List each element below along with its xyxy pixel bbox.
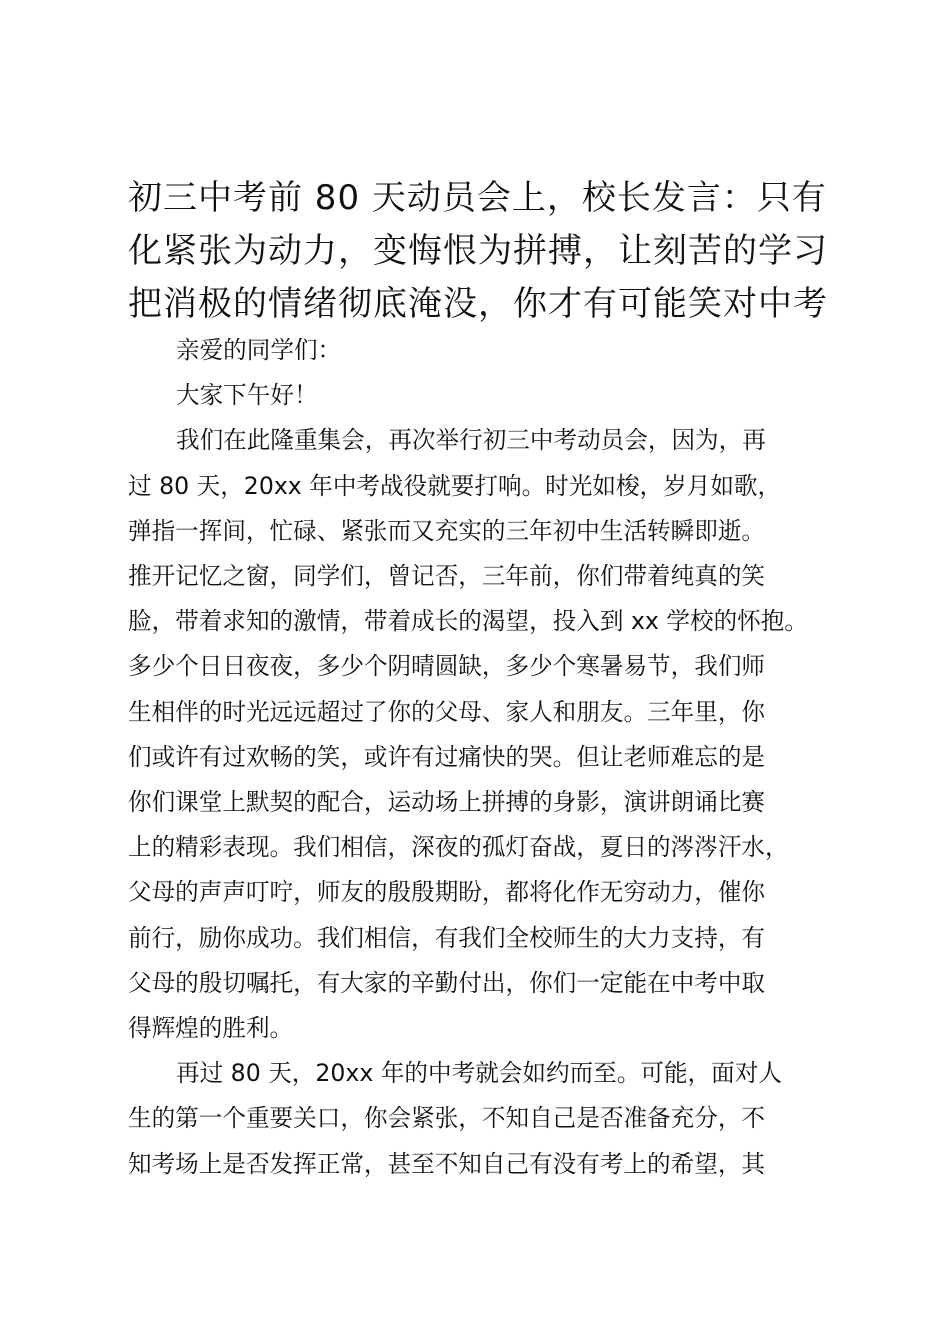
paragraph-1 (128, 418, 833, 1051)
text-line: 上的精彩表现。我们相信，深夜的孤灯奋战，夏日的涔涔汗水， (128, 833, 789, 862)
paragraph-2 (128, 1051, 833, 1187)
text-line: 生相伴的时光远远超过了你的父母、家人和朋友。三年里，你 (128, 697, 766, 726)
text-line: 父母的声声叮咛，师友的殷殷期盼，都将化作无穷动力，催你 (128, 878, 766, 907)
salutation-paragraph (128, 373, 833, 418)
text-line: 生的第一个重要关口，你会紧张，不知自己是否准备充分，不 (128, 1104, 766, 1133)
document-body (128, 328, 833, 1187)
text-line: 多少个日日夜夜，多少个阴晴圆缺，多少个寒暑易节，我们师 (128, 652, 766, 681)
document-title (128, 172, 833, 331)
text-line: 过 80 天，20xx 年中考战役就要打响。时光如梭，岁月如歌， (128, 471, 782, 500)
text-line: 推开记忆之窗，同学们，曾记否，三年前，你们带着纯真的笑 (128, 562, 766, 591)
text-line: 知考场上是否发挥正常，甚至不知自己有没有考上的希望，其 (128, 1149, 766, 1178)
text-line: 前行，励你成功。我们相信，有我们全校师生的大力支持，有 (128, 923, 766, 952)
text-line: 得辉煌的胜利。 (128, 1014, 294, 1043)
text-line: 你们课堂上默契的配合，运动场上拼搏的身影，演讲朗诵比赛 (128, 788, 766, 817)
text-line: 脸，带着求知的激情，带着成长的渴望，投入到 xx 学校的怀抱。 (128, 607, 808, 636)
title-line: 化紧张为动力，变悔恨为拼搏，让刻苦的学习 (128, 231, 828, 271)
text-line: 们或许有过欢畅的笑，或许有过痛快的哭。但让老师难忘的是 (128, 742, 766, 771)
text-line: 弹指一挥间，忙碌、紧张而又充实的三年初中生活转瞬即逝。 (128, 516, 766, 545)
title-line: 把消极的情绪彻底淹没，你才有可能笑对中考 (128, 284, 828, 324)
text-line: 我们在此隆重集会，再次举行初三中考动员会，因为，再 (176, 426, 766, 455)
text-line: 再过 80 天，20xx 年的中考就会如约而至。可能，面对人 (176, 1059, 782, 1088)
greeting: 亲爱的同学们： (176, 336, 342, 364)
text-line: 父母的殷切嘱托，有大家的辛勤付出，你们一定能在中考中取 (128, 968, 766, 997)
greeting-paragraph (128, 328, 833, 373)
title-line: 初三中考前 80 天动员会上，校长发言：只有 (128, 178, 827, 218)
salutation: 大家下午好！ (176, 381, 318, 410)
